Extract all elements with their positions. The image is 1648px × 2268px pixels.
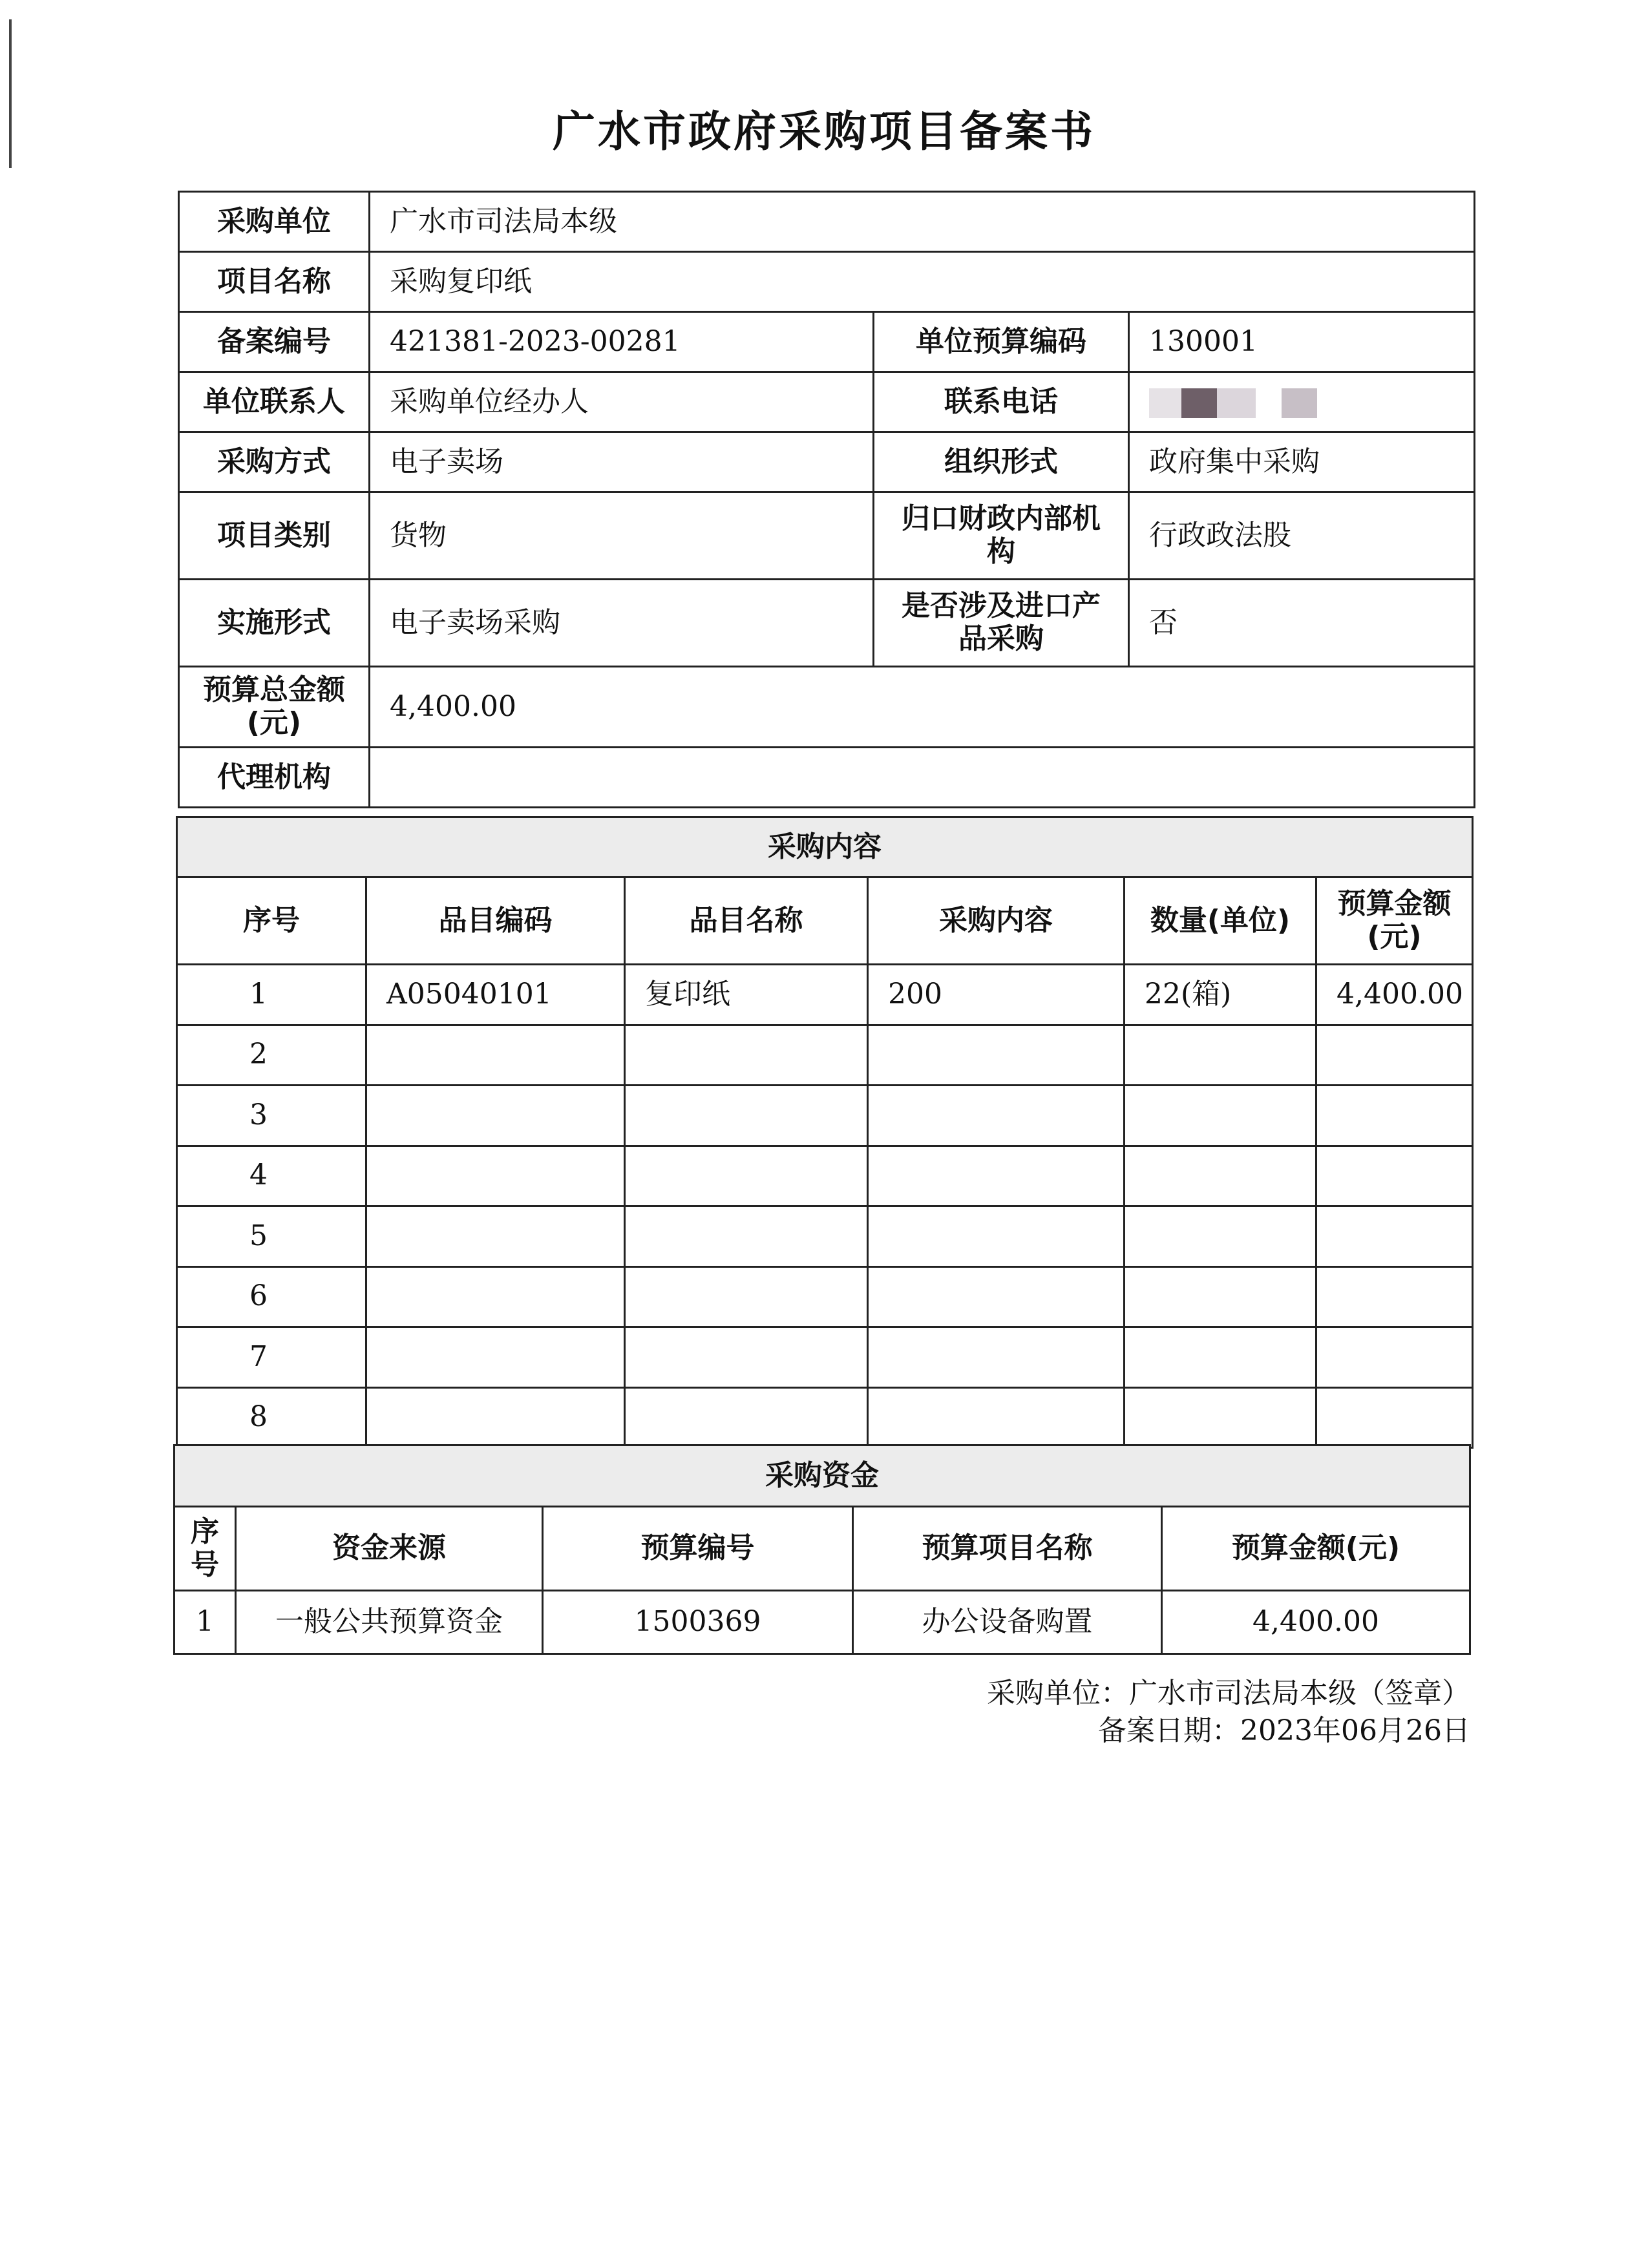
content-cell	[1316, 1025, 1473, 1086]
budget-code-value: 130001	[1129, 312, 1475, 372]
finance-dept-label: 归口财政内部机构	[874, 492, 1129, 580]
content-cell	[868, 1266, 1125, 1327]
content-cell	[868, 1206, 1125, 1267]
info-table	[178, 191, 1475, 808]
record-no-value: 421381-2023-00281	[370, 312, 874, 372]
funds-cell: 1500369	[543, 1591, 853, 1654]
funds-header-cell: 序号	[174, 1507, 236, 1591]
content-cell: 22(箱)	[1125, 965, 1316, 1025]
content-row	[177, 1146, 1473, 1206]
content-header-cell: 品目名称	[625, 877, 868, 965]
method-value: 电子卖场	[370, 432, 874, 492]
content-cell	[1125, 1025, 1316, 1086]
funds-cell: 一般公共预算资金	[236, 1591, 543, 1654]
footer-date: 备案日期：2023年06月26日	[1098, 1714, 1470, 1747]
finance-dept-value: 行政政法股	[1129, 492, 1475, 580]
funds-section-row	[174, 1445, 1470, 1507]
content-row	[177, 1086, 1473, 1146]
content-cell	[1125, 1387, 1316, 1448]
content-cell	[1316, 1206, 1473, 1267]
content-cell	[1316, 1086, 1473, 1146]
content-cell: 8	[177, 1387, 366, 1448]
import-label: 是否涉及进口产品采购	[874, 580, 1129, 667]
funds-cell: 1	[174, 1591, 236, 1654]
content-cell	[625, 1387, 868, 1448]
contact-label: 单位联系人	[179, 372, 370, 432]
content-header-cell: 预算金额(元)	[1316, 877, 1473, 965]
content-cell	[366, 1086, 625, 1146]
info-row-category	[179, 492, 1475, 580]
content-row	[177, 1206, 1473, 1267]
content-cell	[1125, 1206, 1316, 1267]
record-no-label: 备案编号	[179, 312, 370, 372]
content-cell	[1125, 1266, 1316, 1327]
content-header-cell: 采购内容	[868, 877, 1125, 965]
content-cell	[366, 1146, 625, 1206]
content-cell: 200	[868, 965, 1125, 1025]
content-cell: 5	[177, 1206, 366, 1267]
content-header-cell: 序号	[177, 877, 366, 965]
content-cell	[366, 1327, 625, 1388]
content-cell	[625, 1266, 868, 1327]
content-cell: 4,400.00	[1316, 965, 1473, 1025]
content-cell: 6	[177, 1266, 366, 1327]
info-row-project-name	[179, 252, 1475, 312]
category-value: 货物	[370, 492, 874, 580]
content-row	[177, 1266, 1473, 1327]
contact-value: 采购单位经办人	[370, 372, 874, 432]
info-row-agency	[179, 748, 1475, 808]
agency-label: 代理机构	[179, 748, 370, 808]
budget-code-label: 单位预算编码	[874, 312, 1129, 372]
info-row-unit	[179, 192, 1475, 252]
funds-header-cell: 资金来源	[236, 1507, 543, 1591]
project-name-label: 项目名称	[179, 252, 370, 312]
content-header-cell: 数量(单位)	[1125, 877, 1316, 965]
funds-section-title: 采购资金	[174, 1445, 1470, 1507]
content-cell	[1125, 1327, 1316, 1388]
content-header-row	[177, 877, 1473, 965]
footer-signature: 采购单位：广水市司法局本级（签章）	[987, 1677, 1470, 1710]
content-cell	[366, 1206, 625, 1267]
funds-header-cell: 预算项目名称	[853, 1507, 1162, 1591]
funds-cell: 4,400.00	[1162, 1591, 1470, 1654]
funds-header-cell: 预算编号	[543, 1507, 853, 1591]
phone-redaction-mask	[1149, 388, 1317, 418]
content-cell	[1316, 1146, 1473, 1206]
phone-value	[1129, 372, 1475, 432]
content-cell	[1125, 1146, 1316, 1206]
unit-value: 广水市司法局本级	[370, 192, 1475, 252]
content-cell	[625, 1327, 868, 1388]
total-budget-label: 预算总金额(元)	[179, 667, 370, 748]
content-cell: 4	[177, 1146, 366, 1206]
funds-row	[174, 1591, 1470, 1654]
impl-value: 电子卖场采购	[370, 580, 874, 667]
content-row	[177, 1025, 1473, 1086]
content-row	[177, 1387, 1473, 1448]
funds-table	[173, 1444, 1471, 1655]
funds-header-cell: 预算金额(元)	[1162, 1507, 1470, 1591]
info-row-method	[179, 432, 1475, 492]
info-row-record	[179, 312, 1475, 372]
content-body	[177, 965, 1473, 1448]
method-label: 采购方式	[179, 432, 370, 492]
impl-label: 实施形式	[179, 580, 370, 667]
info-row-contact	[179, 372, 1475, 432]
content-cell	[1125, 1086, 1316, 1146]
content-cell	[1316, 1387, 1473, 1448]
content-cell	[366, 1266, 625, 1327]
content-cell: 2	[177, 1025, 366, 1086]
info-row-impl	[179, 580, 1475, 667]
content-cell	[625, 1086, 868, 1146]
content-cell	[1316, 1266, 1473, 1327]
info-row-total-budget	[179, 667, 1475, 748]
content-cell	[868, 1086, 1125, 1146]
page-title: 广水市政府采购项目备案书	[553, 107, 1095, 156]
content-cell: 1	[177, 965, 366, 1025]
project-name-value: 采购复印纸	[370, 252, 1475, 312]
content-cell	[625, 1206, 868, 1267]
funds-header-row	[174, 1507, 1470, 1591]
content-cell	[868, 1146, 1125, 1206]
content-cell: 3	[177, 1086, 366, 1146]
content-row	[177, 965, 1473, 1025]
content-cell	[868, 1387, 1125, 1448]
content-cell	[625, 1146, 868, 1206]
content-section-title: 采购内容	[177, 817, 1473, 877]
content-cell	[1316, 1327, 1473, 1388]
content-table	[176, 816, 1474, 1449]
import-value: 否	[1129, 580, 1475, 667]
unit-label: 采购单位	[179, 192, 370, 252]
agency-value	[370, 748, 1475, 808]
content-cell	[868, 1025, 1125, 1086]
content-row	[177, 1327, 1473, 1388]
org-form-label: 组织形式	[874, 432, 1129, 492]
content-header-cell: 品目编码	[366, 877, 625, 965]
category-label: 项目类别	[179, 492, 370, 580]
funds-cell: 办公设备购置	[853, 1591, 1162, 1654]
content-cell	[366, 1025, 625, 1086]
content-cell: A05040101	[366, 965, 625, 1025]
content-cell: 复印纸	[625, 965, 868, 1025]
content-section-row	[177, 817, 1473, 877]
content-cell	[868, 1327, 1125, 1388]
content-cell: 7	[177, 1327, 366, 1388]
content-cell	[366, 1387, 625, 1448]
org-form-value: 政府集中采购	[1129, 432, 1475, 492]
total-budget-value: 4,400.00	[370, 667, 1475, 748]
content-cell	[625, 1025, 868, 1086]
phone-label: 联系电话	[874, 372, 1129, 432]
